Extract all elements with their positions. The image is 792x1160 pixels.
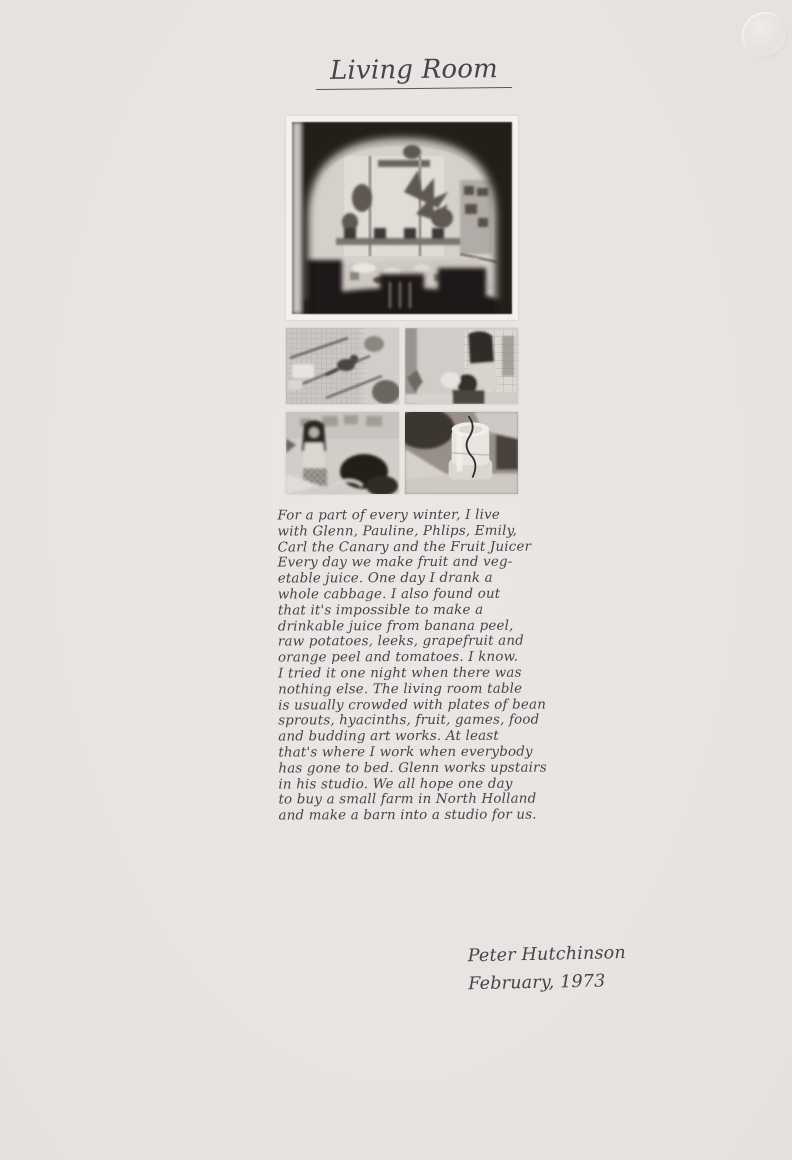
collage-row-2 xyxy=(286,412,518,494)
collage-row-1 xyxy=(286,328,518,404)
photo-collage xyxy=(286,116,518,494)
handwritten-note: For a part of every winter, I live with Glenn, Pauline, Phlips, Emily, Carl the Canary and the Fruit Juicer Every day we make fruit and veg- etable juice. One day I drank a whole cabbage. I also found out that it's impossible to make a drinkable juice from banana peel, raw potatoes, leeks, grapefruit and orange peel and tomatoes. I know. I tried it one night when there was nothing else. The living room table is usually crowded with plates of bean sprouts, hyacinths, fruit, games, food and budding art works. At least that's where I work when everybody has gone to bed. Glenn works upstairs in his studio. We all hope one day to buy a small farm in North Holland and make a barn into a studio for us. xyxy=(277,507,547,824)
kitchen-people-image xyxy=(405,328,518,404)
living-room-arch-image xyxy=(292,122,512,314)
artwork-title: Living Room xyxy=(316,53,512,90)
person-wall-image xyxy=(286,412,399,494)
living-room-arch-photo xyxy=(286,116,518,320)
signature-block xyxy=(467,938,688,999)
emboss-stamp xyxy=(742,12,788,58)
fruit-juicer-image xyxy=(405,412,518,494)
artwork-date: February, 1973 xyxy=(468,971,606,995)
person-wall-photo xyxy=(286,412,399,494)
bird-cage-photo xyxy=(286,328,399,404)
kitchen-people-photo xyxy=(405,328,518,404)
fruit-juicer-photo xyxy=(405,412,518,494)
artist-signature: Peter Hutchinson xyxy=(467,942,627,967)
bird-cage-image xyxy=(286,328,399,404)
title-area xyxy=(0,54,792,89)
